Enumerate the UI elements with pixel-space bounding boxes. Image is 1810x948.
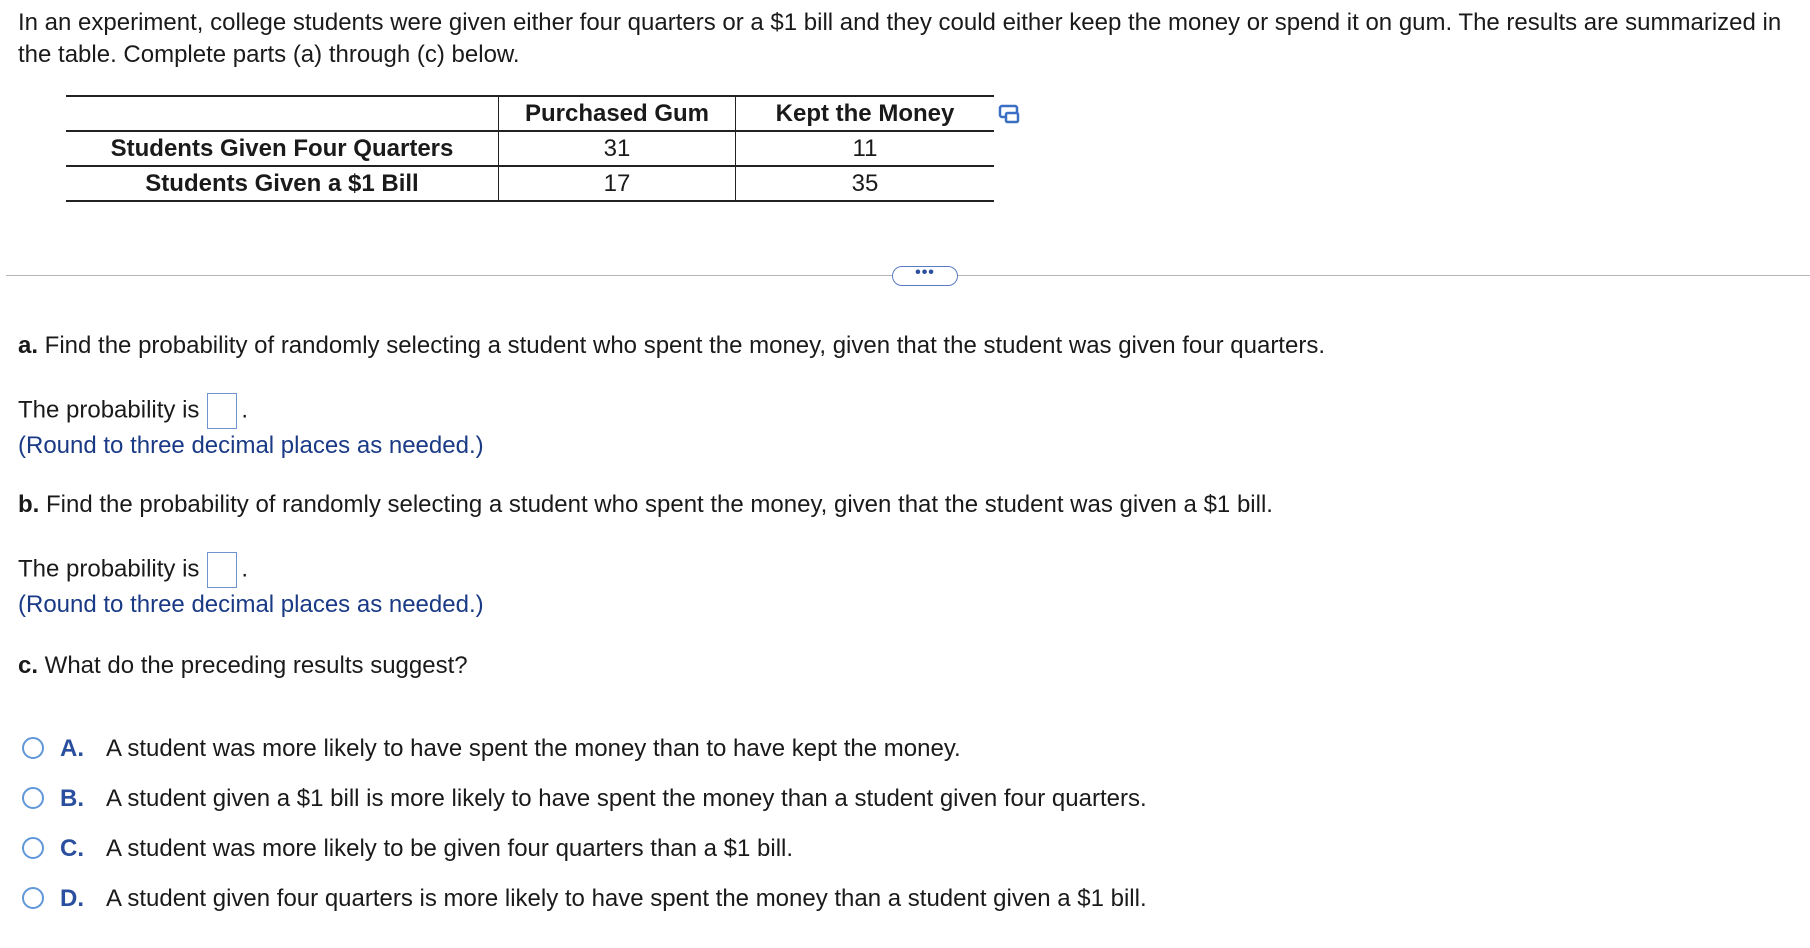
option-c-text: A student was more likely to be given four quarters than a $1 bill.	[106, 835, 794, 862]
part-a-answer-input[interactable]	[207, 393, 237, 429]
part-a-hint: (Round to three decimal places as needed.)	[18, 432, 484, 459]
part-a-question	[18, 331, 1325, 361]
cell-dollar-bill-purchased: 17	[499, 166, 736, 201]
radio-b[interactable]	[22, 787, 44, 809]
option-b-text: A student given a $1 bill is more likely to have spent the money than a student given four quarters.	[106, 785, 1147, 812]
cell-dollar-bill-kept: 35	[736, 166, 995, 201]
part-a-answer-suffix: .	[241, 396, 249, 424]
part-b-question	[18, 490, 1273, 520]
header-purchased-gum: Purchased Gum	[499, 96, 736, 131]
part-b-answer-input[interactable]	[207, 552, 237, 588]
row-label-four-quarters: Students Given Four Quarters	[66, 131, 499, 166]
cell-four-quarters-purchased: 31	[499, 131, 736, 166]
row-label-dollar-bill: Students Given a $1 Bill	[66, 166, 499, 201]
part-c-letter: c.	[18, 652, 39, 679]
option-d-text: A student given four quarters is more likely to have spent the money than a student given a $1 bill.	[106, 885, 1147, 912]
part-b-answer-line	[18, 552, 248, 588]
part-a-answer-prefix: The probability is	[18, 396, 200, 424]
table-header-row	[66, 96, 994, 131]
part-a-answer-line	[18, 393, 248, 429]
table-corner-cell	[66, 96, 499, 131]
part-b-text: Find the probability of randomly selecting a student who spent the money, given that the student was given a $1 bill.	[39, 491, 1273, 518]
header-kept-money: Kept the Money	[736, 96, 995, 131]
part-b-letter: b.	[18, 491, 40, 518]
part-b-hint: (Round to three decimal places as needed.)	[18, 591, 484, 618]
copy-table-icon[interactable]	[998, 103, 1024, 125]
problem-statement: In an experiment, college students were given either four quarters or a $1 bill and they could either keep the money or spend it on gum. The results are summarized in the table. Complete parts (a) through (c) below.	[18, 9, 1782, 68]
part-b-answer-suffix: .	[241, 555, 249, 583]
results-table	[66, 95, 994, 202]
option-d-letter: D.	[60, 885, 84, 912]
part-a-letter: a.	[18, 332, 39, 359]
expand-more-button[interactable]: •••	[892, 266, 958, 286]
radio-a[interactable]	[22, 737, 44, 759]
option-a-letter: A.	[60, 735, 84, 762]
table-row	[66, 166, 994, 201]
part-b-answer-prefix: The probability is	[18, 555, 200, 583]
cell-four-quarters-kept: 11	[736, 131, 995, 166]
radio-d[interactable]	[22, 887, 44, 909]
part-a-text: Find the probability of randomly selecting a student who spent the money, given that the student was given four quarters.	[38, 332, 1325, 359]
radio-c[interactable]	[22, 837, 44, 859]
option-c-letter: C.	[60, 835, 84, 862]
part-c-text: What do the preceding results suggest?	[38, 652, 468, 679]
table-row	[66, 131, 994, 166]
option-a-text: A student was more likely to have spent the money than to have kept the money.	[106, 735, 961, 762]
option-b-letter: B.	[60, 785, 84, 812]
part-c-question	[18, 651, 468, 681]
